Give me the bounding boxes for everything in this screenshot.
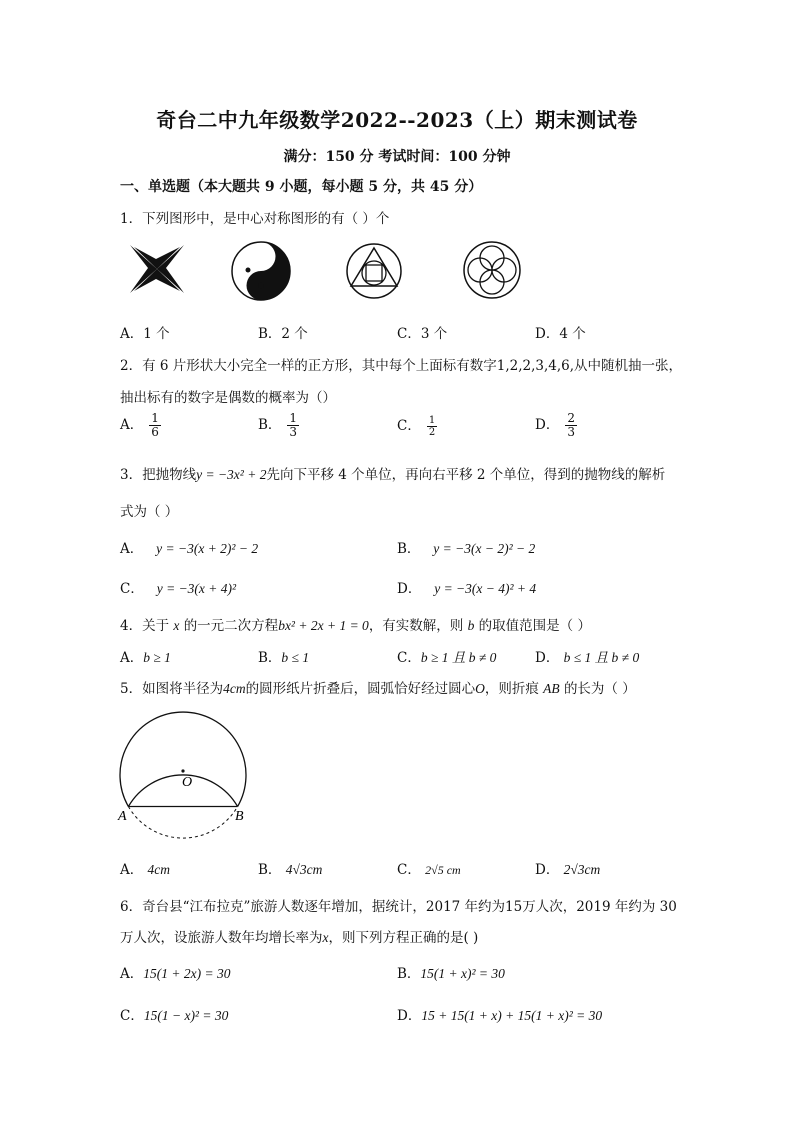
- center-point: [181, 769, 184, 772]
- fraction: $\frac{1}{6}$: [151, 411, 159, 439]
- four-circle-flower-icon: [462, 240, 522, 300]
- q5-option-c[interactable]: C． 2√5 cm: [397, 862, 461, 878]
- q3-option-b[interactable]: B． y = −3(x − 2)² − 2: [397, 541, 536, 557]
- q3-option-a[interactable]: A． y = −3(x + 2)² − 2: [120, 541, 259, 557]
- q1-option-a[interactable]: A．1 个: [120, 326, 170, 342]
- fraction: $\frac{2}{3}$: [567, 411, 575, 439]
- q5-option-d[interactable]: D． 2√3cm: [535, 862, 601, 878]
- label-o: O: [182, 775, 193, 790]
- label-a: A: [118, 809, 127, 824]
- yin-yang-icon: [230, 240, 292, 302]
- q1-option-b[interactable]: B．2 个: [258, 326, 308, 342]
- q2-option-d[interactable]: D． $\frac{2}{3}$: [535, 411, 575, 439]
- q2-option-a[interactable]: A． $\frac{1}{6}$: [120, 411, 159, 439]
- label-b: B: [235, 809, 244, 824]
- fraction: $\frac{1}{3}$: [289, 411, 298, 439]
- q4-option-a[interactable]: A．b ≥ 1: [120, 650, 171, 666]
- q6-option-c[interactable]: C．15(1 − x)² = 30: [120, 1008, 229, 1024]
- q2-option-b[interactable]: B． $\frac{1}{3}$: [258, 411, 298, 439]
- question-3-line2: 式为（ ）: [120, 504, 179, 520]
- section-heading: 一、单选题（本大题共 9 小题，每小题 5 分，共 45 分）: [120, 179, 483, 195]
- q5-option-a[interactable]: A． 4cm: [120, 862, 171, 878]
- question-2-line2: 抽出标有的数字是偶数的概率为（）: [120, 390, 336, 406]
- q1-option-c[interactable]: C．3 个: [397, 326, 448, 342]
- exam-subtitle: 满分：150 分 考试时间：100 分钟: [283, 149, 511, 165]
- question-6-line1: 6．奇台县“江布拉克”旅游人数逐年增加，据统计，2017 年约为15万人次，2019 年约为 30: [120, 899, 677, 915]
- q1-option-d[interactable]: D．4 个: [535, 326, 586, 342]
- q4-option-c[interactable]: C．b ≥ 1 且 b ≠ 0: [397, 650, 497, 666]
- question-1-text: 1．下列图形中，是中心对称图形的有（ ）个: [120, 211, 390, 227]
- dashed-original-arc: [128, 807, 237, 839]
- exam-title: 奇台二中九年级数学2022--2023（上）期末测试卷: [156, 108, 638, 132]
- q2-option-c[interactable]: C． $\frac{1}{2}$: [397, 415, 436, 438]
- q4-option-d[interactable]: D． b ≤ 1 且 b ≠ 0: [535, 650, 640, 666]
- q3-option-c[interactable]: C． y = −3(x + 4)²: [120, 581, 237, 597]
- q3-option-d[interactable]: D． y = −3(x − 4)² + 4: [397, 581, 537, 597]
- four-petal-star-icon: [128, 243, 186, 295]
- question-6-line2: 万人次，设旅游人数年均增长率为x，则下列方程正确的是( ): [120, 930, 479, 946]
- q6-option-a[interactable]: A．15(1 + 2x) = 30: [120, 966, 231, 982]
- q6-option-b[interactable]: B．15(1 + x)² = 30: [397, 966, 505, 982]
- question-3-line1: 3．把抛物线y = −3x² + 2先向下平移 4 个单位，再向右平移 2 个单位，得到的抛物线的解析: [120, 467, 666, 483]
- folded-circle-diagram: [112, 708, 262, 843]
- question-5-text: 5．如图将半径为4cm的圆形纸片折叠后，圆弧恰好经过圆心O，则折痕 AB 的长为（ ）: [120, 681, 636, 697]
- question-4-text: 4．关于 x 的一元二次方程bx² + 2x + 1 = 0，有实数解，则 b 的取值范围是（ ）: [120, 618, 591, 634]
- question-2-line1: 2．有 6 片形状大小完全一样的正方形，其中每个上面标有数字1,2,2,3,4,6,从中随机抽一张，: [120, 358, 683, 374]
- fraction: $\frac{1}{2}$: [428, 415, 436, 438]
- q5-option-b[interactable]: B． 4√3cm: [258, 862, 323, 878]
- q6-option-d[interactable]: D．15 + 15(1 + x) + 15(1 + x)² = 30: [397, 1008, 603, 1024]
- q4-option-b[interactable]: B．b ≤ 1: [258, 650, 310, 666]
- triangle-in-circle-icon: [345, 242, 403, 300]
